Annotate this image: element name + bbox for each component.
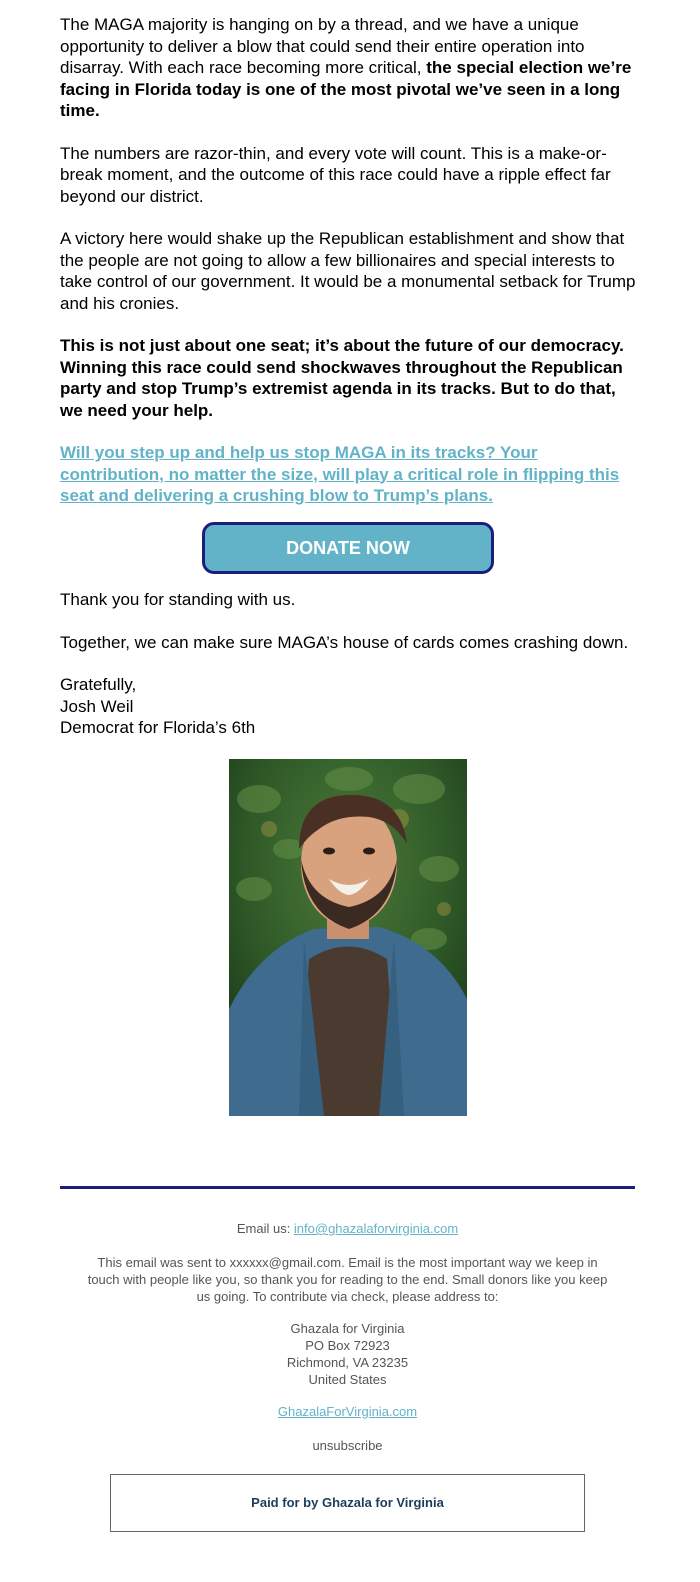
intro-text: The MAGA majority is hanging on by a thread, and we have a unique opportunity to deliver a blow that could send their entire operation into disarray. With each race becoming more critical, (60, 15, 585, 77)
footer-website-link[interactable]: GhazalaForVirginia.com (277, 1404, 418, 1419)
closing-section (60, 589, 640, 739)
paid-for-text: Paid for by Ghazala for Virginia (251, 1495, 444, 1510)
donate-now-button[interactable]: DONATE NOW (202, 522, 494, 574)
footer-unsubscribe-line (80, 1437, 615, 1454)
footer-email-line (80, 1220, 615, 1237)
thank-you-text: Thank you for standing with us. (60, 590, 296, 609)
cta-donate-link[interactable]: Will you step up and help us stop MAGA in its tracks? Your contribution, no matter the size, will play a critical role in flipping this seat and delivering a crushing blow to Trump’s plans. (60, 443, 620, 505)
candidate-photo-illustration (229, 759, 467, 1116)
together-text: Together, we can make sure MAGA’s house of cards comes crashing down. (60, 632, 629, 652)
paid-for-disclaimer (110, 1474, 585, 1532)
candidate-photo (229, 759, 467, 1116)
unsubscribe-link[interactable]: unsubscribe (312, 1438, 383, 1453)
signature-block (60, 674, 640, 739)
email-body (60, 14, 640, 528)
address-line: Richmond, VA 23235 (286, 1355, 409, 1370)
paragraph-numbers: The numbers are razor-thin, and every vote will count. This is a make-or-break moment, and the outcome of this race could have a ripple effect far beyond our district. (60, 143, 611, 206)
paragraph-intro (60, 14, 640, 122)
signer-name: Josh Weil (60, 696, 134, 716)
paragraph-victory: A victory here would shake up the Republican establishment and show that the people are not going to allow a few billionaires and special interests to take control of our government. It would be a monumental setback for Trump and his cronies. (60, 229, 636, 313)
footer-email-link[interactable]: info@ghazalaforvirginia.com (293, 1221, 459, 1236)
footer-website-line (80, 1403, 615, 1420)
footer-address (80, 1320, 615, 1388)
intro-bold-text: the special election we’re facing in Florida today is one of the most pivotal we’ve seen in a long time. (60, 58, 632, 120)
email-label: Email us: (236, 1221, 294, 1236)
footer-sent-note: This email was sent to xxxxxx@gmail.com. Email is the most important way we keep in touch with people like you, so thank you for reading to the end. Small donors like you keep us going. To contribute via check, please address to: (87, 1255, 608, 1304)
paragraph-cta (60, 442, 640, 507)
donate-button-wrapper (202, 522, 494, 574)
address-line: United States (308, 1372, 387, 1387)
footer-divider (60, 1186, 635, 1189)
paragraph-democracy: This is not just about one seat; it’s about the future of our democracy. Winning this race could send shockwaves throughout the Republican party and stop Trump’s extremist agenda in its tracks. But to do that, we need your help. (60, 336, 624, 420)
address-line: Ghazala for Virginia (290, 1321, 405, 1336)
address-line: PO Box 72923 (305, 1338, 390, 1353)
signoff-text: Gratefully, (60, 675, 137, 694)
signer-title: Democrat for Florida’s 6th (60, 718, 256, 737)
